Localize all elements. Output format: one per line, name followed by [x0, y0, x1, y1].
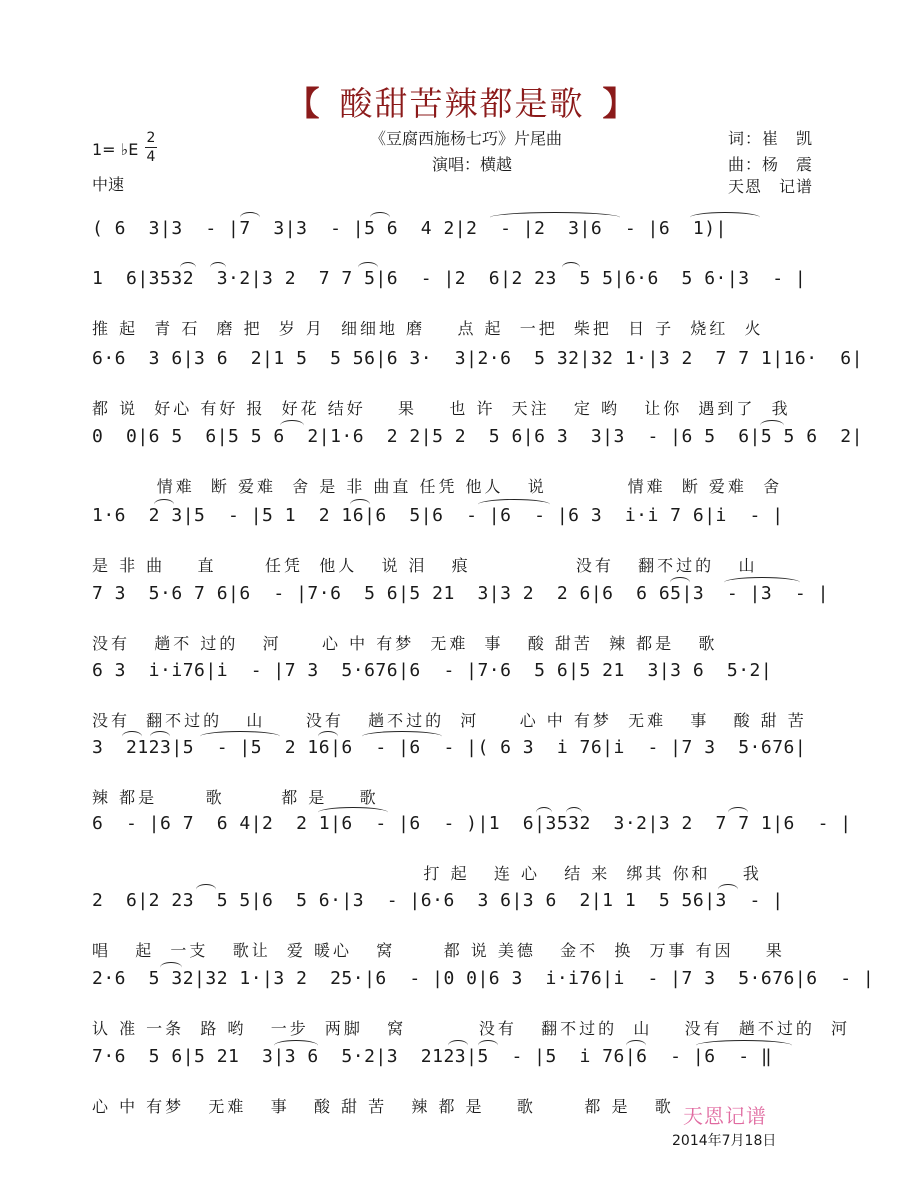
lyric-line: 是 非 曲 直 任凭 他人 说 泪 痕 没有 翻不过的 山: [92, 556, 758, 575]
transcriber-credit: 天恩 记谱: [728, 177, 814, 196]
notation-line: 1·6 2 3|5 - |5 1 2 16|6 5|6 - |6 - |6 3 i·i 7 6|i - |: [92, 505, 784, 526]
notation-line: 6·6 3 6|3 6 2|1 5 5 56|6 3· 3|2·6 5 32|32 1·|3 2 7 7 1|16· 6|: [92, 348, 863, 369]
transcription-date: 2014年7月18日: [672, 1133, 777, 1149]
notation-line: 1 6|3532 3·2|3 2 7 7 5|6 - |2 6|2 23 5 5|6·6 5 6·|3 - |: [92, 268, 807, 289]
lyric-line: 情难 断 爱难 舍 是 非 曲直 任凭 他人 说 情难 断 爱难 舍: [92, 477, 783, 496]
lyric-line: 唱 起 一支 歌让 爱 暖心 窝 都 说 美德 金不 换 万事 有因 果: [92, 941, 785, 960]
time-bottom: 4: [146, 149, 156, 165]
notation-line: 7 3 5·6 7 6|6 - |7·6 5 6|5 21 3|3 2 2 6|6 6 65|3 - |3 - |: [92, 583, 829, 604]
singer-credit: 演唱：横越: [432, 155, 513, 174]
notation-line: 2·6 5 32|32 1·|3 2 25·|6 - |0 0|6 3 i·i76|i - |7 3 5·676|6 - |: [92, 968, 875, 989]
lyric-line: 打 起 连 心 结 来 绑其 你和 我: [92, 864, 762, 883]
lyric-line: 认 准 一条 路 哟 一步 两脚 窝 没有 翻不过的 山 没有 趟不过的 河: [92, 1019, 851, 1038]
title-text: 酸甜苦辣都是歌: [339, 84, 585, 123]
notation-line: 2 6|2 23 5 5|6 5 6·|3 - |6·6 3 6|3 6 2|1 1 5 56|3 - |: [92, 890, 784, 911]
notation-line: 3 2123|5 - |5 2 16|6 - |6 - |( 6 3 i 76|i - |7 3 5·676|: [92, 737, 807, 758]
notation-line: 0 0|6 5 6|5 5 6 2|1·6 2 2|5 2 5 6|6 3 3|3 - |6 5 6|5 5 6 2|: [92, 426, 863, 447]
lyric-line: 没有 翻不过的 山 没有 趟不过的 河 心 中 有梦 无难 事 酸 甜 苦: [92, 711, 807, 730]
title-close-bracket: 】: [602, 84, 638, 123]
lyric-line: 心 中 有梦 无难 事 酸 甜 苦 辣 都 是 歌 都 是 歌: [92, 1097, 674, 1116]
lyric-line: 都 说 好心 有好 报 好花 结好 果 也 许 天注 定 哟 让你 遇到了 我: [92, 399, 791, 418]
lyricist-credit: 词：崔 凯: [728, 129, 814, 148]
song-title: [0, 78, 924, 125]
title-open-bracket: 【: [286, 84, 322, 123]
lyric-line: 没有 趟不 过的 河 心 中 有梦 无难 事 酸 甜苦 辣 都是 歌: [92, 634, 718, 653]
key-signature: 1= ♭E: [92, 140, 139, 159]
notation-line: 6 - |6 7 6 4|2 2 1|6 - |6 - )|1 6|3532 3·2|3 2 7 7 1|6 - |: [92, 813, 852, 834]
composer-credit: 曲：杨 震: [728, 155, 814, 174]
time-top: 2: [146, 130, 156, 146]
transcriber-stamp: 天恩记谱: [683, 1104, 767, 1128]
notation-line: 7·6 5 6|5 21 3|3 6 5·2|3 2123|5 - |5 i 76|6 - |6 - ‖: [92, 1046, 773, 1067]
tempo-marking: 中速: [92, 175, 125, 194]
lyric-line: 辣 都是 歌 都 是 歌: [92, 788, 379, 807]
notation-line: 6 3 i·i76|i - |7 3 5·676|6 - |7·6 5 6|5 21 3|3 6 5·2|: [92, 660, 773, 681]
lyric-line: 推 起 青 石 磨 把 岁 月 细细地 磨 点 起 一把 柴把 日 子 烧红 火: [92, 319, 764, 338]
time-signature: [145, 130, 157, 165]
time-divider: [145, 147, 157, 148]
notation-line: ( 6 3|3 - |7 3|3 - |5 6 4 2|2 - |2 3|6 - |6 1)|: [92, 218, 727, 239]
subtitle: 《豆腐西施杨七巧》片尾曲: [370, 129, 563, 148]
